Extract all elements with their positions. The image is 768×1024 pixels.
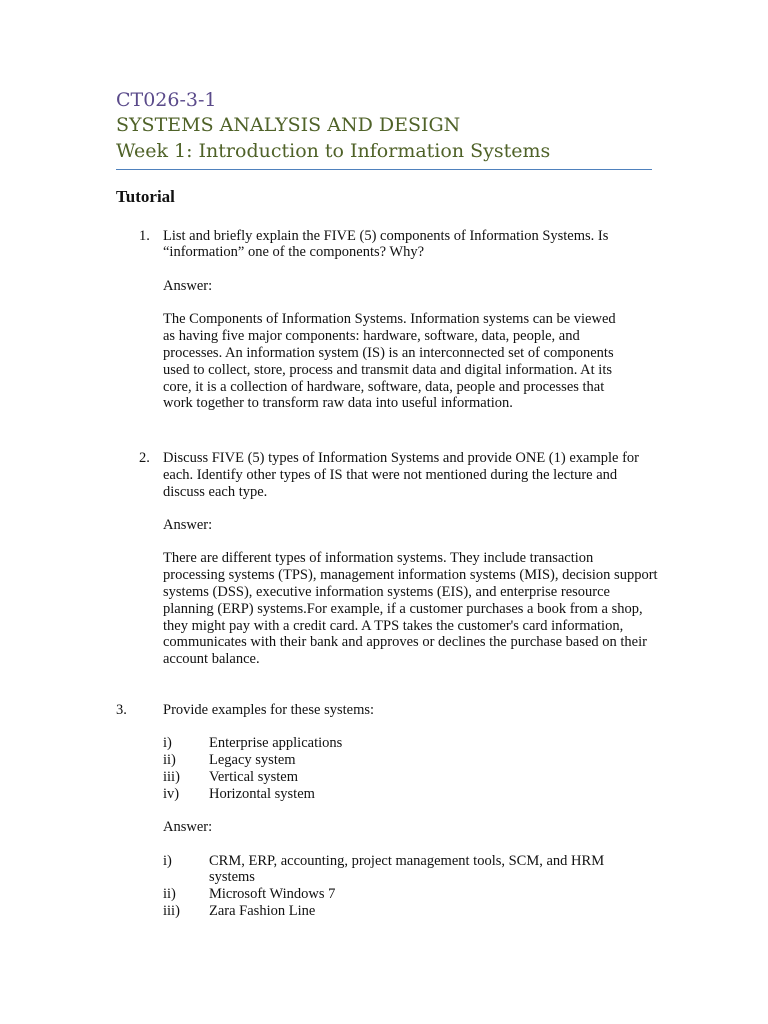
q3-answer-3-text: Zara Fashion Line <box>209 903 316 919</box>
q3-answer-2-number: ii) <box>163 886 176 902</box>
q2-number: 2. <box>139 450 150 466</box>
q3-item-4-number: iv) <box>163 786 180 802</box>
q3-item-2-text: Legacy system <box>209 752 296 768</box>
q1-number: 1. <box>139 228 150 244</box>
q2-answer-line-3: systems (DSS), executive information systems (EIS), and enterprise resource <box>163 584 610 600</box>
header-rule <box>116 169 652 170</box>
q1-answer-line-2: as having five major components: hardware, software, data, people, and <box>163 328 580 344</box>
q2-text-line-2: each. Identify other types of IS that were not mentioned during the lecture and <box>163 467 618 483</box>
week-title: Week 1: Introduction to Information Systems <box>116 140 551 162</box>
q1-answer-line-6: work together to transform raw data into useful information. <box>163 395 513 411</box>
q2-answer-line-7: account balance. <box>163 651 260 667</box>
q2-answer-line-4: planning (ERP) systems.For example, if a customer purchases a book from a shop, <box>163 601 643 617</box>
q3-answer-1-number: i) <box>163 853 172 869</box>
q2-answer-line-1: There are different types of information systems. They include transaction <box>163 550 594 566</box>
q1-answer-line-5: core, it is a collection of hardware, software, data, people and processes that <box>163 379 605 395</box>
q1-text-line-2: “information” one of the components? Why? <box>163 244 425 260</box>
q3-answer-1-line-2: systems <box>209 869 255 885</box>
q1-text-line-1: List and briefly explain the FIVE (5) components of Information Systems. Is <box>163 228 609 244</box>
course-code: CT026-3-1 <box>116 89 217 111</box>
q3-item-3-text: Vertical system <box>209 769 298 785</box>
q3-answer-3-number: iii) <box>163 903 180 919</box>
q1-answer-line-3: processes. An information system (IS) is an interconnected set of components <box>163 345 614 361</box>
q2-answer-label: Answer: <box>163 517 213 533</box>
q3-item-2-number: ii) <box>163 752 176 768</box>
q3-prompt: Provide examples for these systems: <box>163 702 375 718</box>
section-title: Tutorial <box>116 187 175 206</box>
q1-answer-line-1: The Components of Information Systems. Information systems can be viewed <box>163 311 616 327</box>
q3-answer-2-text: Microsoft Windows 7 <box>209 886 336 902</box>
q3-item-1-text: Enterprise applications <box>209 735 343 751</box>
q2-answer-line-6: communicates with their bank and approves or declines the purchase based on their <box>163 634 647 650</box>
q2-text-line-1: Discuss FIVE (5) types of Information Systems and provide ONE (1) example for <box>163 450 639 466</box>
q2-answer-line-5: they might pay with a credit card. A TPS takes the customer's card information, <box>163 618 624 634</box>
subject-title: SYSTEMS ANALYSIS AND DESIGN <box>116 114 461 136</box>
q3-number: 3. <box>116 702 127 718</box>
q2-answer-line-2: processing systems (TPS), management information systems (MIS), decision support <box>163 567 658 583</box>
q3-answer-label: Answer: <box>163 819 213 835</box>
q3-item-1-number: i) <box>163 735 172 751</box>
q1-answer-label: Answer: <box>163 278 213 294</box>
q2-text-line-3: discuss each type. <box>163 484 268 500</box>
q3-answer-1-line-1: CRM, ERP, accounting, project management tools, SCM, and HRM <box>209 853 605 869</box>
q3-item-3-number: iii) <box>163 769 180 785</box>
q1-answer-line-4: used to collect, store, process and transmit data and digital information. At its <box>163 362 612 378</box>
q3-item-4-text: Horizontal system <box>209 786 315 802</box>
